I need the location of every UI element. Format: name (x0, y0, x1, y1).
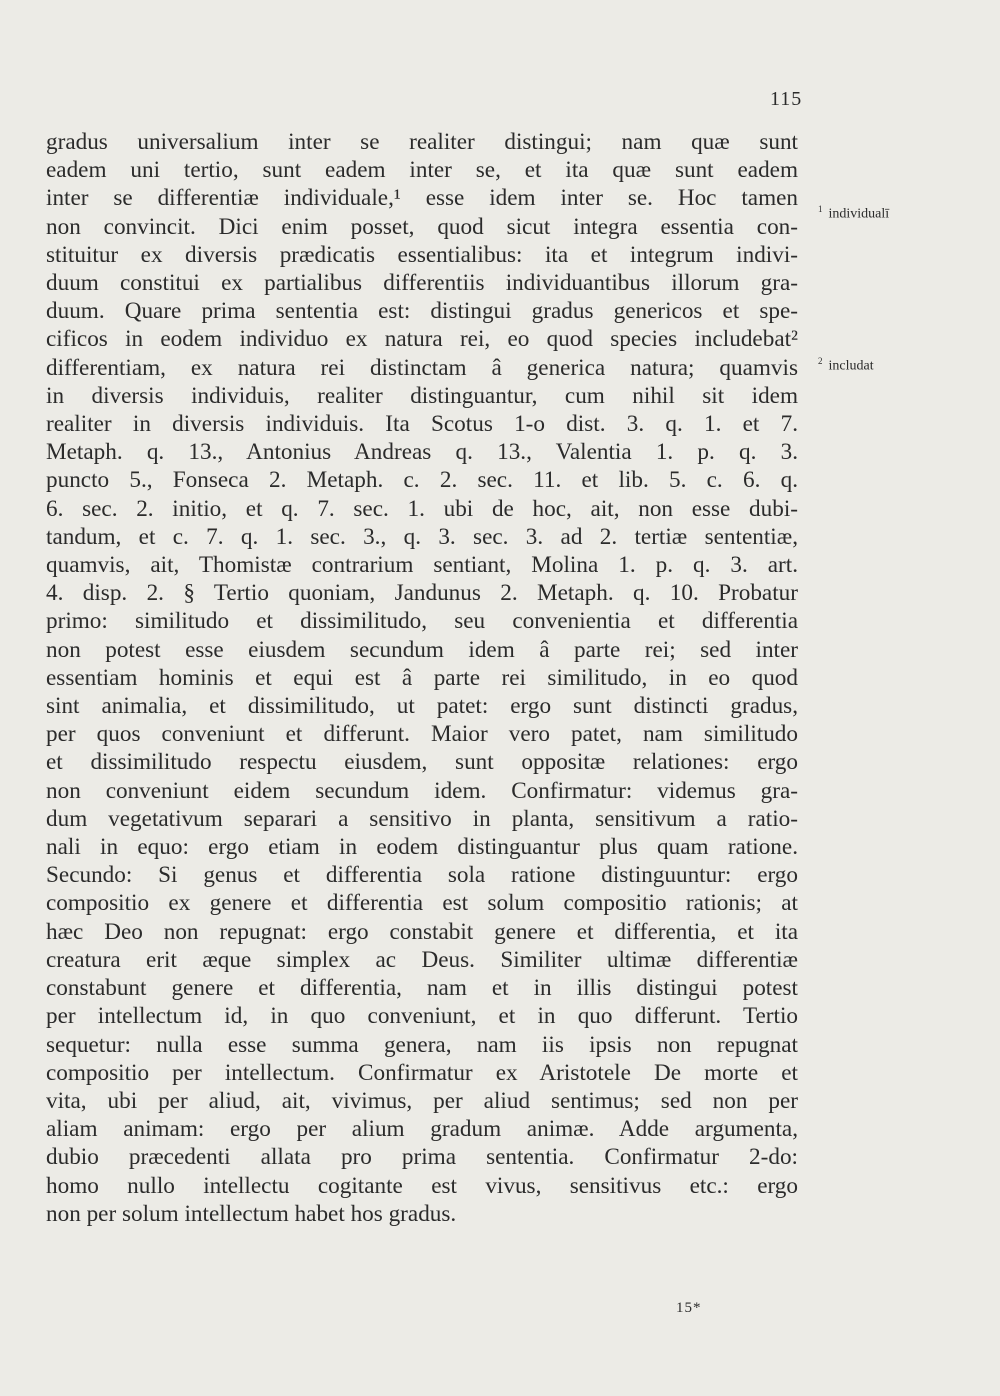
text-line: et dissimilitudo respectu eiusdem, sunt oppositæ relationes: ergo (46, 749, 798, 776)
text-line: sint animalia, et dissimilitudo, ut patet: ergo sunt distincti gradus, (46, 693, 798, 720)
text-line: homo nullo intellectu cogitante est vivus, sensitivus etc.: ergo (46, 1172, 798, 1199)
text-line: non convincit. Dici enim posset, quod sicut integra essentia con- (46, 213, 798, 240)
text-line: 4. disp. 2. § Tertio quoniam, Jandunus 2. Metaph. q. 10. Probatur (46, 580, 798, 607)
text-line: in diversis individuis, realiter distinguantur, cum nihil sit idem (46, 382, 798, 409)
text-line: Metaph. q. 13., Antonius Andreas q. 13., Valentia 1. p. q. 3. (46, 439, 798, 466)
text-line: constabunt genere et differentia, nam et in illis distingui potest (46, 975, 798, 1002)
text-line: compositio per intellectum. Confirmatur ex Aristotele De morte et (46, 1059, 798, 1086)
text-line: gradus universalium inter se realiter distingui; nam quæ sunt (46, 129, 798, 155)
text-line: nali in equo: ergo etiam in eodem distinguantur plus quam ratione. (46, 834, 798, 861)
text-line: cificos in eodem individuo ex natura rei, eo quod species includebat² (46, 326, 798, 353)
margin-note-2 (818, 356, 874, 375)
text-line: primo: similitudo et dissimilitudo, seu convenientia et differentia (46, 608, 798, 635)
text-line: differentiam, ex natura rei distinctam â generica natura; quamvis (46, 354, 798, 381)
text-line: sequetur: nulla esse summa genera, nam iis ipsis non repugnat (46, 1031, 798, 1058)
footnote-mark: 2 (818, 356, 823, 366)
text-line: creatura erit æque simplex ac Deus. Similiter ultimæ differentiæ (46, 946, 798, 973)
text-line: duum constitui ex partialibus differentiis individuantibus illorum gra- (46, 270, 798, 297)
text-line: non potest esse eiusdem secundum idem â parte rei; sed inter (46, 636, 798, 663)
text-line: puncto 5., Fonseca 2. Metaph. c. 2. sec. 11. et lib. 5. c. 6. q. (46, 467, 798, 494)
text-line: duum. Quare prima sententia est: distingui gradus genericos et spe- (46, 298, 798, 325)
text-line: realiter in diversis individuis. Ita Scotus 1-o dist. 3. q. 1. et 7. (46, 411, 798, 438)
text-line: inter se differentiæ individuale,¹ esse idem inter se. Hoc tamen (46, 185, 798, 212)
text-line: compositio ex genere et differentia est solum compositio rationis; at (46, 890, 798, 917)
text-line: aliam animam: ergo per alium gradum animæ. Adde argumenta, (46, 1116, 798, 1143)
footnote-mark: 1 (818, 204, 823, 214)
text-line: essentiam hominis et equi est â parte rei similitudo, in eo quod (46, 664, 798, 691)
text-line: non conveniunt eidem secundum idem. Confirmatur: videmus gra- (46, 777, 798, 804)
margin-note-1 (818, 204, 889, 223)
page-number: 115 (770, 88, 803, 110)
signature-mark: 15* (676, 1300, 702, 1316)
text-line: Secundo: Si genus et differentia sola ratione distinguuntur: ergo (46, 862, 798, 889)
text-line: vita, ubi per aliud, ait, vivimus, per aliud sentimus; sed non per (46, 1087, 798, 1114)
text-line: hæc Deo non repugnat: ergo constabit genere et differentia, et ita (46, 918, 798, 945)
text-line: per quos conveniunt et differunt. Maior vero patet, nam similitudo (46, 721, 798, 748)
text-line: eadem uni tertio, sunt eadem inter se, et ita quæ sunt eadem (46, 157, 798, 184)
text-line: per intellectum id, in quo conveniunt, et in quo differunt. Tertio (46, 1003, 798, 1030)
text-line: stituitur ex diversis prædicatis essentialibus: ita et integrum indivi- (46, 241, 798, 268)
text-line: dubio præcedenti allata pro prima sententia. Confirmatur 2-do: (46, 1144, 798, 1171)
text-line: tandum, et c. 7. q. 1. sec. 3., q. 3. sec. 3. ad 2. tertiæ sententiæ, (46, 523, 798, 550)
main-text-column (46, 128, 798, 1228)
text-line: 6. sec. 2. initio, et q. 7. sec. 1. ubi de hoc, ait, non esse dubi- (46, 495, 798, 522)
margin-note-text: individualī (828, 206, 890, 222)
text-line: dum vegetativum separari a sensitivo in planta, sensitivum a ratio- (46, 805, 798, 832)
margin-note-text: includat (828, 358, 874, 374)
text-line: quamvis, ait, Thomistæ contrarium sentiant, Molina 1. p. q. 3. art. (46, 552, 798, 579)
text-line: non per solum intellectum habet hos gradus. (46, 1200, 457, 1227)
